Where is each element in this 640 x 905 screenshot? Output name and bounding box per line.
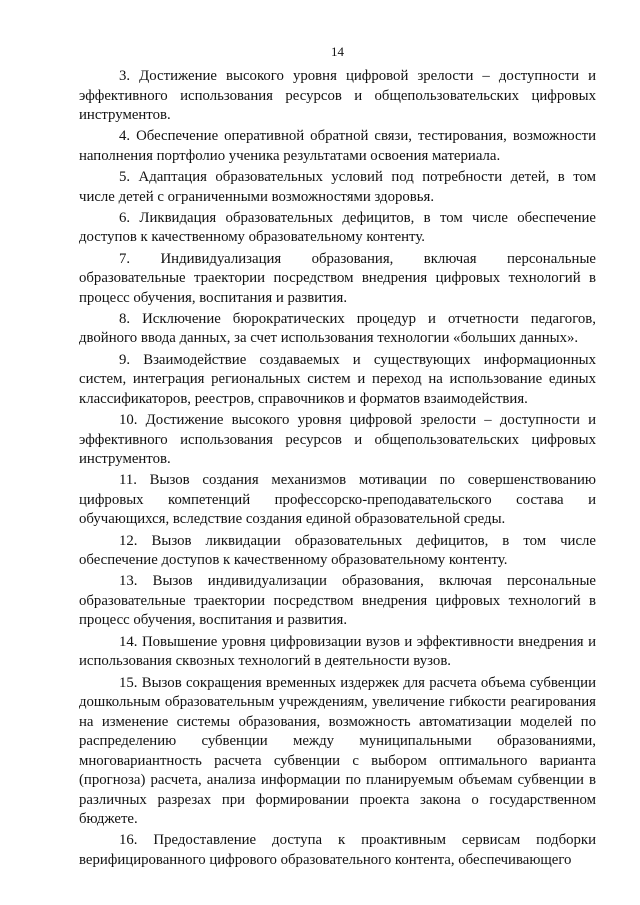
paragraph-6: 6. Ликвидация образовательных дефицитов, в том числе обеспечение доступов к качественному образовательному контенту.: [79, 209, 596, 246]
paragraph-10: 10. Достижение высокого уровня цифровой зрелости – доступности и эффективного использования ресурсов и общепользовательских цифровых инструментов.: [79, 412, 596, 468]
paragraph-5: 5. Адаптация образовательных условий под потребности детей, в том числе детей с ограниченными возможностями здоровья.: [79, 169, 596, 205]
paragraph-8: 8. Исключение бюрократических процедур и отчетности педагогов, двойного ввода данных, за счет использования технологии «больших данных».: [79, 310, 596, 347]
paragraph-12: 12. Вызов ликвидации образовательных дефицитов, в том числе обеспечение доступов к качественному образовательному контенту.: [79, 532, 596, 569]
document-page: [79, 0, 596, 905]
paragraph-13: 13. Вызов индивидуализации образования, включая персональные образовательные траектории посредством внедрения цифровых технологий в процесс обучения, воспитания и развития.: [79, 573, 596, 629]
paragraph-15: 15. Вызов сокращения временных издержек для расчета объема субвенции дошкольным образовательным учреждениям, увеличение гибкости реагирования на изменение системы образования, возможность автоматизации моделей по распределению субвенции между муниципальными образованиями, многовариантность расчета субвенции с выбором оптимального варианта (прогноза) расчета, анализа информации по планируемым объемам субвенции в различных разрезах при формировании проекта закона о государственном бюджете.: [79, 674, 596, 828]
paragraph-14: 14. Повышение уровня цифровизации вузов и эффективности внедрения и использования сквозных технологий в деятельности вузов.: [79, 633, 596, 670]
paragraph-16: 16. Предоставление доступа к проактивным сервисам подборки верифицированного цифрового образовательного контента, обеспечивающего: [79, 832, 596, 868]
paragraph-7: 7. Индивидуализация образования, включая персональные образовательные траектории посредством внедрения цифровых технологий в процесс обучения, воспитания и развития.: [79, 250, 596, 306]
page-number: 14: [331, 44, 344, 59]
paragraph-4: 4. Обеспечение оперативной обратной связи, тестирования, возможности наполнения портфолио ученика результатами освоения материала.: [79, 128, 596, 164]
paragraph-3: 3. Достижение высокого уровня цифровой зрелости – доступности и эффективного использования ресурсов и общепользовательских цифровых инструментов.: [79, 68, 596, 123]
paragraph-9: 9. Взаимодействие создаваемых и существующих информационных систем, интеграция региональных систем и переход на использование единых классификаторов, реестров, справочников и форматов взаимодействия.: [79, 351, 596, 407]
document-body: [79, 67, 596, 872]
paragraph-11: 11. Вызов создания механизмов мотивации по совершенствованию цифровых компетенций профессорско-преподавательского состава и обучающихся, вследствие создания единой образовательной среды.: [79, 472, 596, 528]
